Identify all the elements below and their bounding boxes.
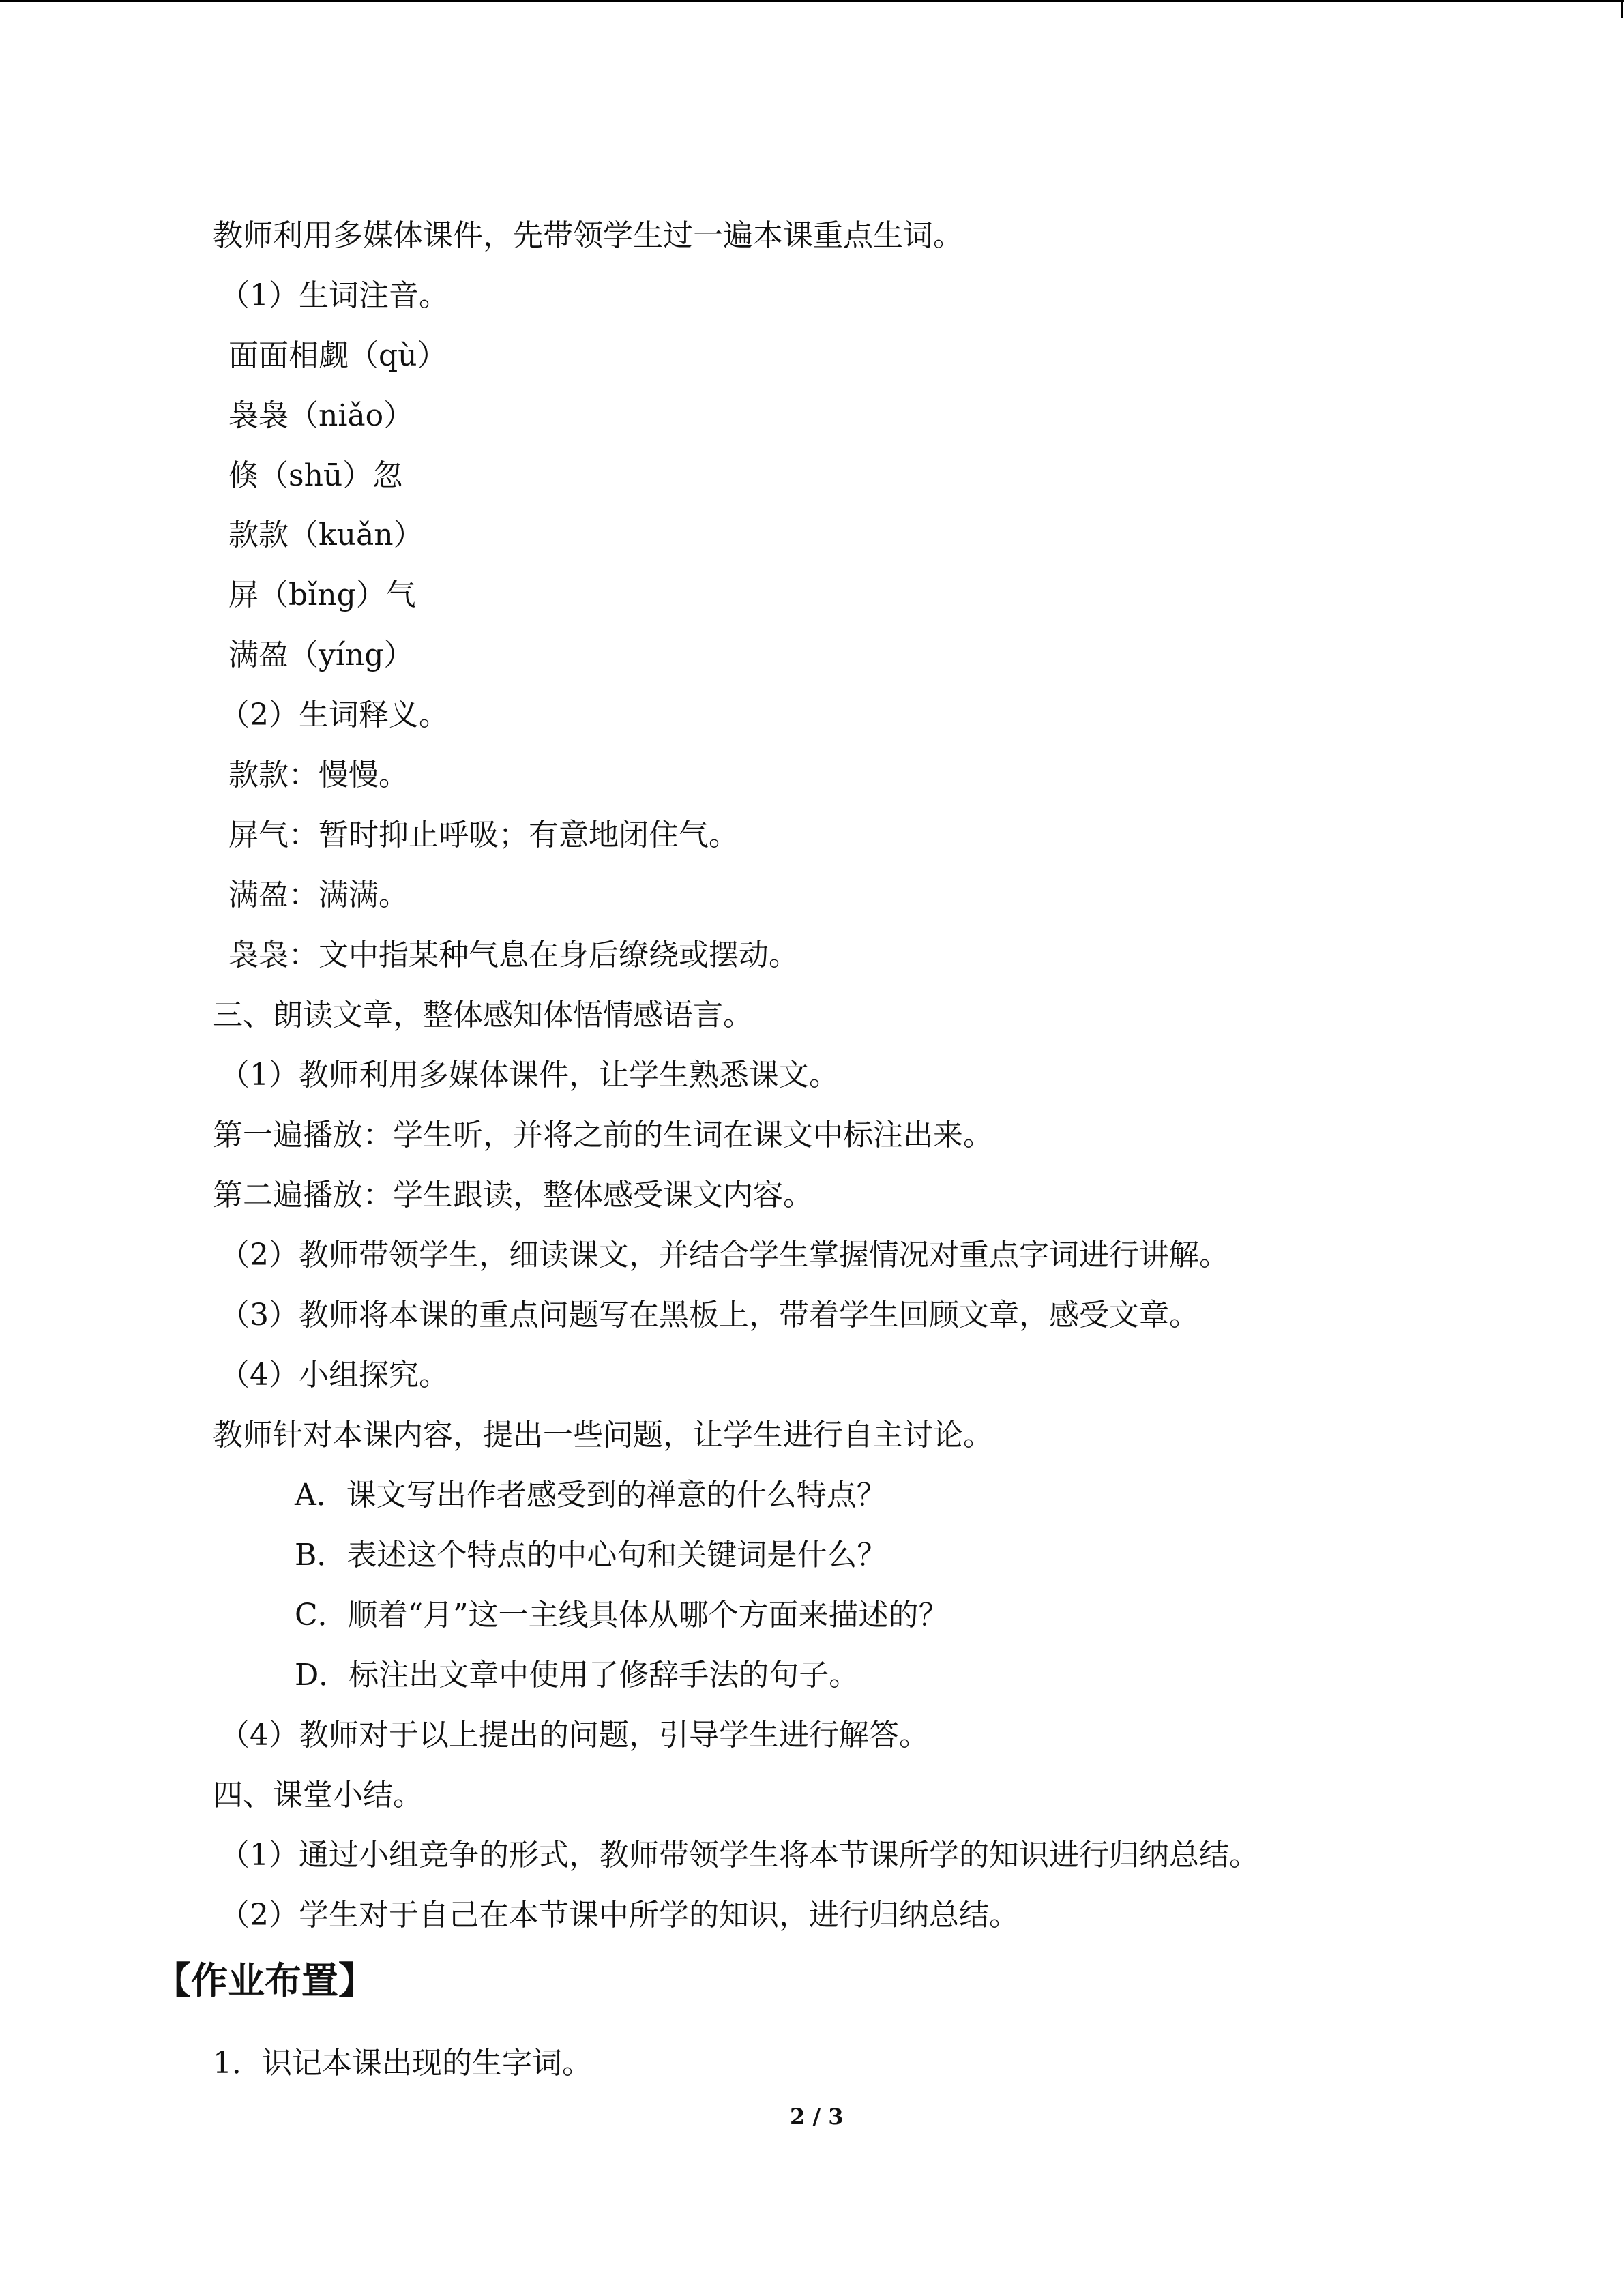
question-item: C．顺着“月”这一主线具体从哪个方面来描述的？ [295, 1598, 949, 1632]
vocab-pinyin-line: 袅袅（niǎo） [228, 398, 414, 433]
top-border-corner [1621, 0, 1623, 18]
vocab-definition-line: 屏气：暂时抑止呼吸；有意地闭住气。 [228, 818, 739, 852]
vocab-pinyin-line: 款款（kuǎn） [228, 518, 424, 552]
section-line: 四、课堂小结。 [213, 1778, 423, 1813]
paragraph-line: 第一遍播放：学生听，并将之前的生词在课文中标注出来。 [213, 1118, 993, 1152]
paragraph-line: （2）学生对于自己在本节课中所学的知识，进行归纳总结。 [220, 1898, 1019, 1933]
page-number: 2 / 3 [790, 2104, 844, 2130]
vocab-definition-line: 满盈：满满。 [228, 878, 409, 912]
section-line: 三、朗读文章，整体感知体悟情感语言。 [213, 998, 753, 1032]
paragraph-line: 教师利用多媒体课件，先带领学生过一遍本课重点生词。 [213, 218, 963, 253]
paragraph-line: （2）教师带领学生，细读课文，并结合学生掌握情况对重点字词进行讲解。 [220, 1238, 1229, 1272]
homework-item: 1．识记本课出现的生字词。 [213, 2046, 592, 2081]
question-item: B．表述这个特点的中心句和关键词是什么？ [295, 1538, 887, 1572]
paragraph-line: 第二遍播放：学生跟读，整体感受课文内容。 [213, 1178, 813, 1212]
paragraph-line: （3）教师将本课的重点问题写在黑板上，带着学生回顾文章，感受文章。 [220, 1298, 1199, 1332]
paragraph-line: 教师针对本课内容，提出一些问题，让学生进行自主讨论。 [213, 1418, 993, 1452]
vocab-pinyin-line: 倏（shū）忽 [228, 458, 403, 493]
top-border [0, 0, 1624, 2]
vocab-pinyin-line: 满盈（yíng） [228, 638, 414, 672]
vocab-pinyin-line: 屏（bǐng）气 [228, 578, 416, 612]
paragraph-line: （4）教师对于以上提出的问题，引导学生进行解答。 [220, 1718, 929, 1753]
vocab-definition-line: 款款：慢慢。 [228, 758, 409, 792]
vocab-pinyin-line: 面面相觑（qù） [228, 338, 447, 373]
paragraph-line: （1）生词注音。 [220, 278, 449, 313]
paragraph-line: （1）教师利用多媒体课件，让学生熟悉课文。 [220, 1058, 839, 1092]
question-item: A．课文写出作者感受到的禅意的什么特点？ [295, 1478, 887, 1512]
section-heading: 【作业布置】 [154, 1959, 375, 2002]
paragraph-line: （4）小组探究。 [220, 1358, 449, 1392]
question-item: D．标注出文章中使用了修辞手法的句子。 [295, 1658, 859, 1693]
paragraph-line: （1）通过小组竞争的形式，教师带领学生将本节课所学的知识进行归纳总结。 [220, 1838, 1259, 1873]
paragraph-line: （2）生词释义。 [220, 698, 449, 732]
vocab-definition-line: 袅袅：文中指某种气息在身后缭绕或摆动。 [228, 938, 799, 972]
